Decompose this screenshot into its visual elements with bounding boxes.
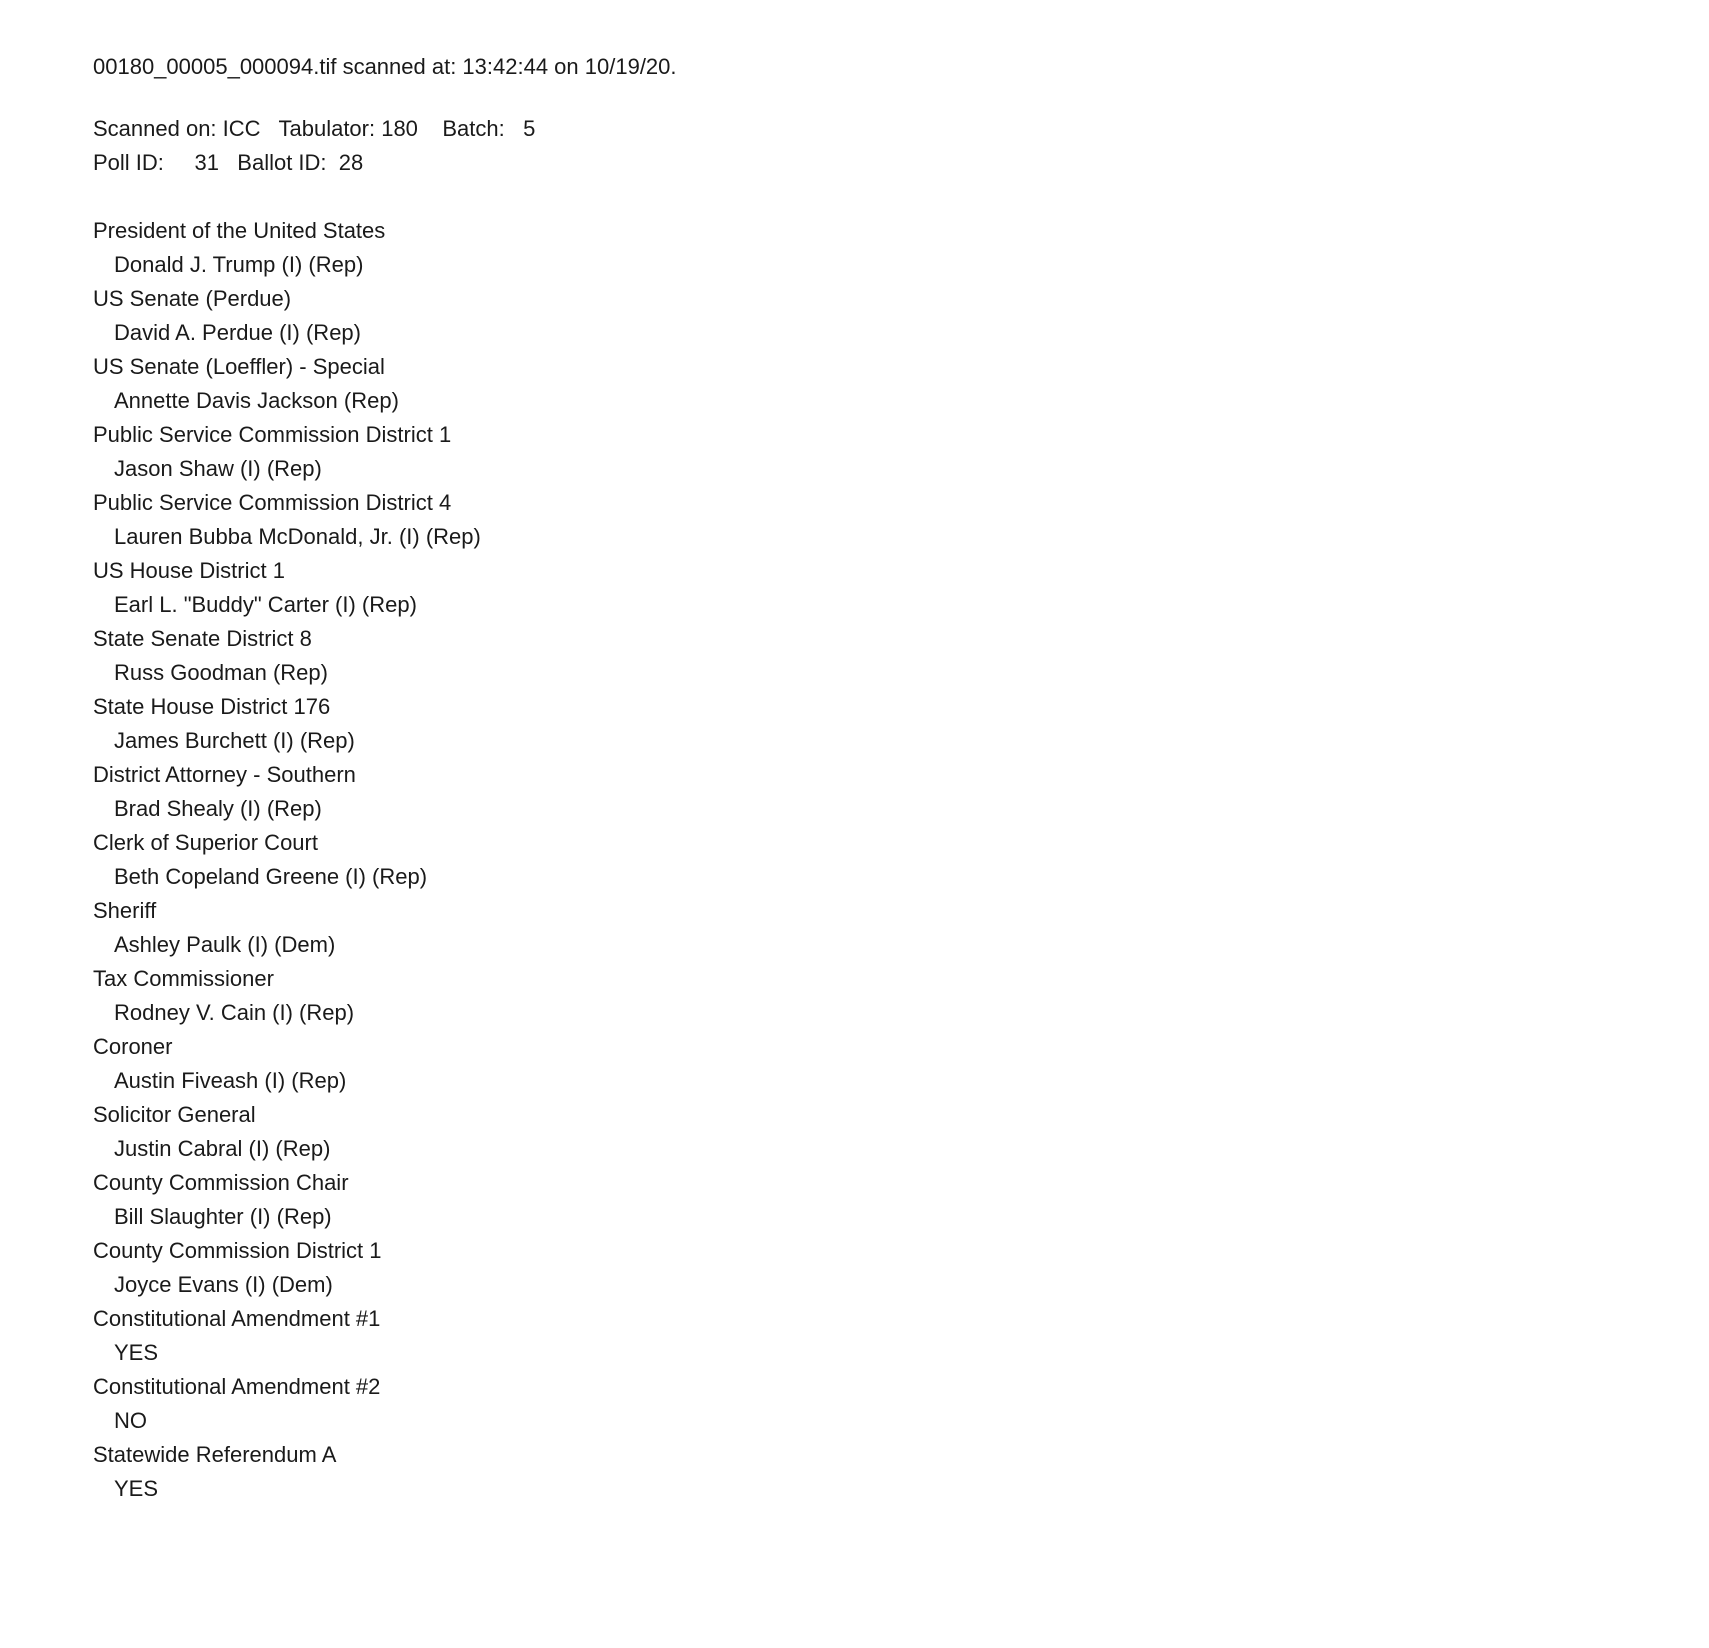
contest-selection: Lauren Bubba McDonald, Jr. (I) (Rep) [114,524,481,549]
contest-office: Coroner [93,1034,173,1059]
contest-selection: YES [114,1476,159,1501]
contest-selection: Donald J. Trump (I) (Rep) [114,252,364,277]
contest-selection: Russ Goodman (Rep) [114,660,328,685]
contest-office: Tax Commissioner [93,966,274,991]
contest-office: Constitutional Amendment #1 [93,1306,381,1331]
contest-list [93,214,1649,1506]
contest-selection: Earl L. "Buddy" Carter (I) (Rep) [114,592,417,617]
contest-office: US Senate (Perdue) [93,286,292,311]
contest-selection: Joyce Evans (I) (Dem) [114,1272,333,1297]
contest-office: District Attorney - Southern [93,762,356,787]
contest-selection: James Burchett (I) (Rep) [114,728,355,753]
contest-selection: Ashley Paulk (I) (Dem) [114,932,336,957]
contest-selection: Jason Shaw (I) (Rep) [114,456,322,481]
contest-selection: David A. Perdue (I) (Rep) [114,320,361,345]
contest-selection: Bill Slaughter (I) (Rep) [114,1204,332,1229]
scan-filename-line: 00180_00005_000094.tif scanned at: 13:42:44 on 10/19/20. [93,54,677,79]
contest-office: Statewide Referendum A [93,1442,337,1467]
contest-office: Solicitor General [93,1102,256,1127]
contest-selection: Austin Fiveash (I) (Rep) [114,1068,347,1093]
contest-office: Constitutional Amendment #2 [93,1374,381,1399]
contest-office: County Commission Chair [93,1170,349,1195]
contest-office: State House District 176 [93,694,331,719]
contest-selection: Rodney V. Cain (I) (Rep) [114,1000,355,1025]
contest-office: Public Service Commission District 1 [93,422,452,447]
contest-selection: Annette Davis Jackson (Rep) [114,388,399,413]
contest-office: County Commission District 1 [93,1238,382,1263]
contest-selection: YES [114,1340,159,1365]
contest-selection: Brad Shealy (I) (Rep) [114,796,322,821]
contest-office: US Senate (Loeffler) - Special [93,354,385,379]
contest-office: Clerk of Superior Court [93,830,318,855]
contest-selection: NO [114,1408,147,1433]
contest-office: Public Service Commission District 4 [93,490,452,515]
scanned-on-line: Scanned on: ICC Tabulator: 180 Batch: 5 [93,116,536,141]
poll-ballot-id-line: Poll ID: 31 Ballot ID: 28 [93,150,364,175]
contest-selection: Justin Cabral (I) (Rep) [114,1136,331,1161]
contest-office: US House District 1 [93,558,285,583]
contest-office: President of the United States [93,218,386,243]
contest-office: State Senate District 8 [93,626,312,651]
contest-selection: Beth Copeland Greene (I) (Rep) [114,864,428,889]
contest-office: Sheriff [93,898,157,923]
scan-metadata-block [93,112,1649,180]
